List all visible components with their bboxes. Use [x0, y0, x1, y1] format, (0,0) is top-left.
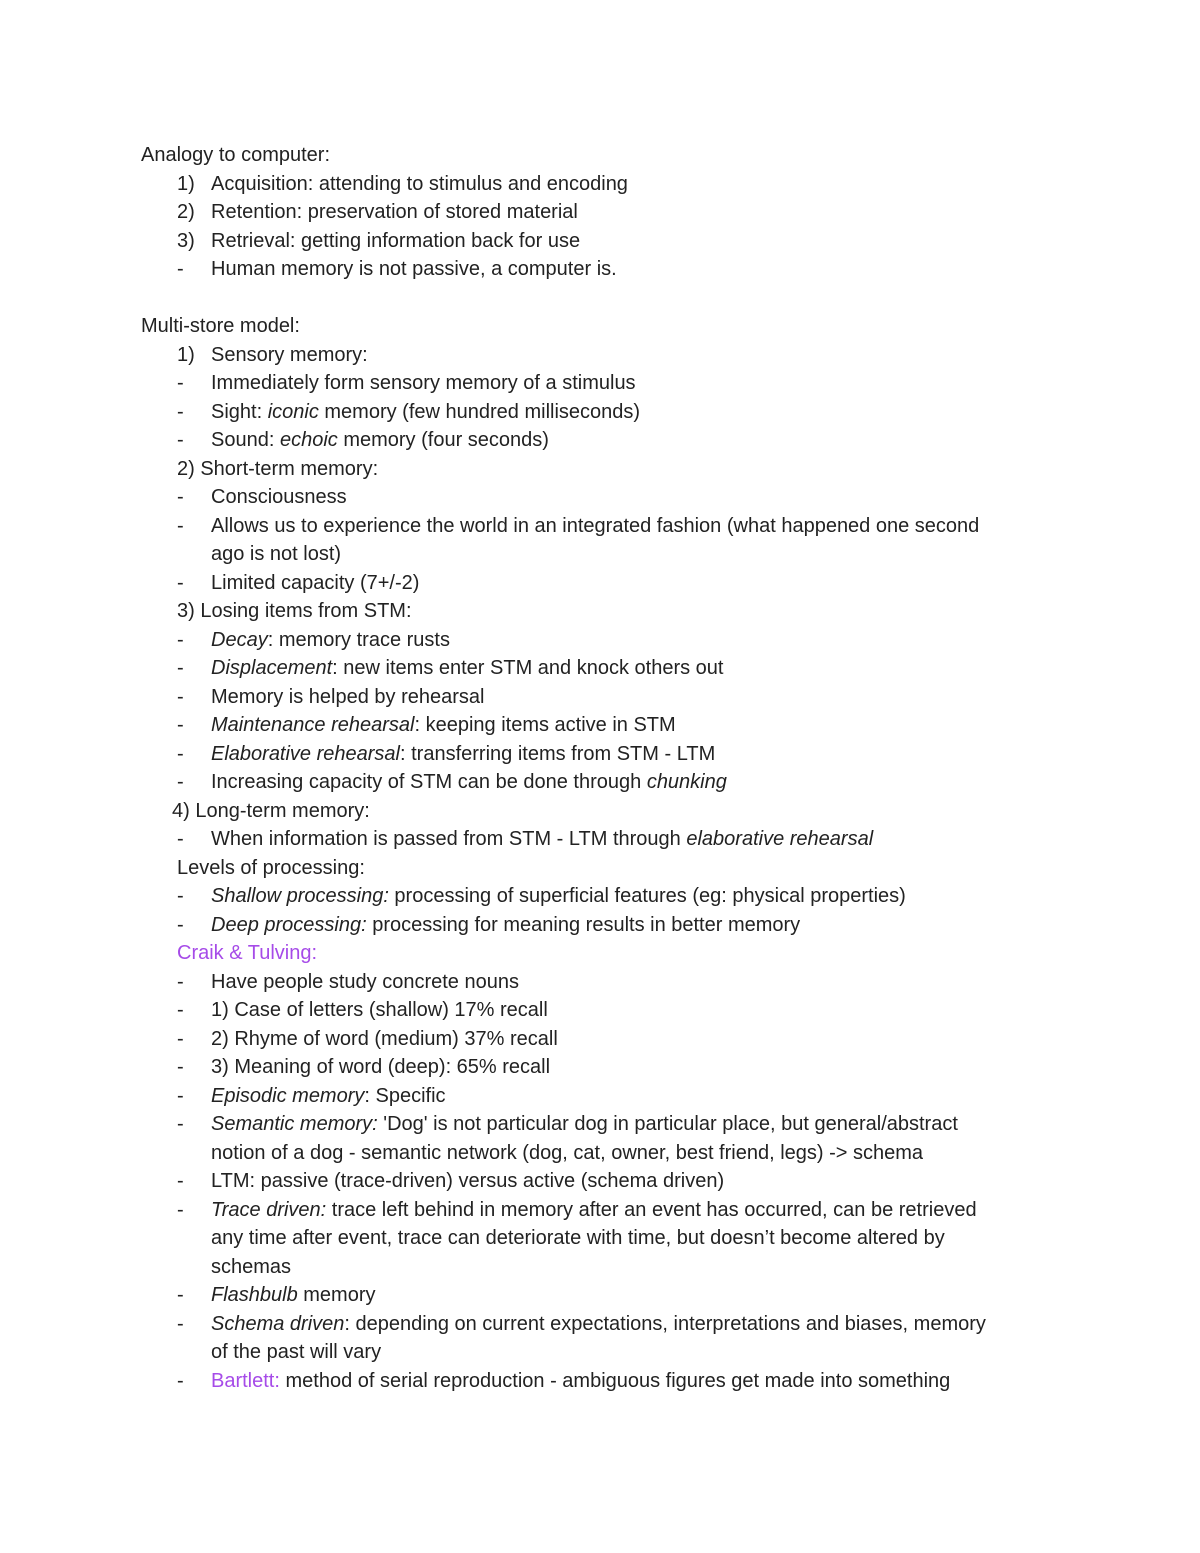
line-text	[211, 911, 800, 940]
text-line	[0, 1224, 1200, 1253]
bullet-dash: -	[177, 1027, 184, 1050]
line-text	[211, 255, 617, 284]
text-line	[0, 483, 1200, 512]
list-number: 1)	[177, 172, 195, 195]
line-text	[211, 227, 580, 256]
bullet-dash: -	[177, 771, 184, 793]
text-line	[0, 626, 1200, 655]
text-segment: Multi-store model:	[141, 315, 300, 337]
line-text	[211, 1110, 958, 1139]
text-segment: 3) Losing items from STM:	[177, 600, 412, 622]
italic-term: Maintenance rehearsal	[211, 714, 415, 736]
text-line	[0, 398, 1200, 427]
text-line	[0, 768, 1200, 797]
line-text	[211, 1139, 923, 1168]
text-segment: ago is not lost)	[211, 543, 342, 565]
line-text	[211, 341, 368, 370]
line-text	[177, 939, 317, 968]
text-line	[0, 227, 1200, 256]
list-number: 2)	[177, 201, 195, 223]
bullet-dash: -	[177, 685, 184, 708]
bullet-dash: -	[177, 828, 184, 850]
text-line	[0, 1053, 1200, 1082]
text-line	[0, 1167, 1200, 1196]
bullet-dash: -	[177, 714, 184, 736]
text-segment: memory	[297, 1284, 376, 1306]
line-text	[211, 882, 906, 911]
text-segment: 4) Long-term memory:	[172, 799, 370, 822]
line-text	[211, 768, 727, 797]
line-text	[211, 540, 341, 569]
text-line	[0, 797, 1200, 826]
text-segment: schemas	[211, 1255, 292, 1278]
text-segment: Sight:	[211, 400, 268, 423]
text-line	[0, 1281, 1200, 1310]
line-text	[211, 569, 419, 598]
italic-term: Displacement	[211, 657, 333, 679]
text-segment: Analogy to computer:	[141, 144, 330, 166]
text-segment: : keeping items active in STM	[414, 714, 676, 736]
bullet-dash: -	[177, 1369, 184, 1392]
text-line	[0, 1082, 1200, 1111]
line-text	[177, 854, 365, 883]
text-line	[0, 1338, 1200, 1367]
text-line	[0, 1253, 1200, 1282]
text-segment: memory (four seconds)	[337, 429, 549, 451]
text-line	[0, 968, 1200, 997]
bullet-dash: -	[177, 258, 184, 280]
line-text	[211, 1082, 446, 1111]
bullet-dash: -	[177, 999, 184, 1021]
text-line	[0, 540, 1200, 569]
text-segment: 3) Meaning of word (deep): 65% recall	[211, 1056, 551, 1078]
text-segment: Human memory is not passive, a computer is.	[211, 258, 617, 280]
list-number: 3)	[177, 229, 195, 252]
text-segment: processing for meaning results in better memory	[366, 913, 801, 936]
blank-line	[0, 284, 1200, 313]
text-segment: Levels of processing:	[177, 856, 365, 879]
text-line	[0, 312, 1200, 341]
italic-term: Schema driven	[211, 1312, 345, 1335]
text-segment: When information is passed from STM - LTM through	[211, 828, 687, 850]
text-segment: LTM: passive (trace-driven) versus active (schema driven)	[211, 1170, 725, 1192]
bullet-dash: -	[177, 1284, 184, 1306]
text-line	[0, 455, 1200, 484]
text-segment: Memory is helped by rehearsal	[211, 685, 485, 708]
line-text	[211, 1253, 291, 1282]
line-text	[211, 654, 723, 683]
text-line	[0, 369, 1200, 398]
line-text	[211, 626, 450, 655]
text-segment: : depending on current expectations, interpretations and biases, memory	[344, 1312, 986, 1335]
line-text	[211, 1310, 986, 1339]
text-segment: : new items enter STM and knock others out	[332, 657, 724, 679]
text-segment: Have people study concrete nouns	[211, 970, 519, 993]
text-line	[0, 1025, 1200, 1054]
bullet-dash: -	[177, 742, 184, 765]
bullet-dash: -	[177, 657, 184, 679]
line-text	[141, 141, 330, 170]
line-text	[211, 1053, 550, 1082]
bullet-dash: -	[177, 372, 184, 394]
text-segment: Consciousness	[211, 486, 347, 508]
line-text	[211, 170, 628, 199]
text-line	[0, 569, 1200, 598]
bullet-dash: -	[177, 514, 184, 537]
bullet-dash: -	[177, 970, 184, 993]
text-line	[0, 854, 1200, 883]
italic-term: Trace driven:	[211, 1198, 327, 1221]
bullet-dash: -	[177, 628, 184, 651]
italic-term: Flashbulb	[211, 1284, 298, 1306]
text-line	[0, 939, 1200, 968]
text-segment: any time after event, trace can deteriorate with time, but doesn’t become altered by	[211, 1227, 945, 1249]
text-segment: Increasing capacity of STM can be done through	[211, 771, 647, 793]
line-text	[211, 1167, 724, 1196]
italic-term: Episodic memory	[211, 1084, 365, 1107]
text-segment: Immediately form sensory memory of a stimulus	[211, 372, 636, 394]
line-text	[211, 426, 549, 455]
text-segment: of the past will vary	[211, 1341, 382, 1363]
text-segment: method of serial reproduction - ambiguous figures get made into something	[279, 1369, 951, 1392]
document-body	[0, 141, 1200, 1395]
text-segment: : Specific	[364, 1084, 446, 1107]
line-text	[211, 512, 979, 541]
italic-term: iconic	[267, 400, 319, 423]
text-line	[0, 711, 1200, 740]
text-line	[0, 1139, 1200, 1168]
line-text	[211, 1025, 558, 1054]
italic-term: Elaborative rehearsal	[211, 742, 400, 765]
highlighted-term: Bartlett:	[211, 1369, 280, 1392]
text-line	[0, 1310, 1200, 1339]
bullet-dash: -	[177, 885, 184, 907]
line-text	[211, 1338, 381, 1367]
line-text	[211, 1196, 977, 1225]
text-line	[0, 825, 1200, 854]
bullet-dash: -	[177, 1312, 184, 1335]
line-text	[211, 1224, 945, 1253]
text-segment: processing of superficial features (eg: physical properties)	[388, 885, 906, 907]
italic-term: Deep processing:	[211, 913, 367, 936]
text-line	[0, 170, 1200, 199]
text-segment: : transferring items from STM - LTM	[400, 742, 716, 765]
bullet-dash: -	[177, 1113, 184, 1135]
text-segment: 'Dog' is not particular dog in particular place, but general/abstract	[377, 1113, 958, 1135]
line-text	[211, 825, 873, 854]
text-segment: Retrieval: getting information back for use	[211, 229, 581, 252]
line-text	[177, 455, 378, 484]
text-segment: : memory trace rusts	[267, 628, 450, 651]
text-segment: 2) Short-term memory:	[177, 457, 379, 480]
text-segment: Sensory memory:	[211, 343, 368, 366]
bullet-dash: -	[177, 486, 184, 508]
bullet-dash: -	[177, 571, 184, 594]
text-line	[0, 341, 1200, 370]
text-line	[0, 512, 1200, 541]
text-line	[0, 141, 1200, 170]
text-line	[0, 740, 1200, 769]
bullet-dash: -	[177, 1084, 184, 1107]
line-text	[211, 483, 347, 512]
text-segment: Allows us to experience the world in an integrated fashion (what happened one second	[211, 514, 980, 537]
text-segment: memory (few hundred milliseconds)	[318, 400, 641, 423]
bullet-dash: -	[177, 1170, 184, 1192]
text-line	[0, 882, 1200, 911]
text-segment: notion of a dog - semantic network (dog, cat, owner, best friend, legs) -> schema	[211, 1141, 924, 1164]
italic-term: Semantic memory:	[211, 1113, 378, 1135]
text-segment: Acquisition: attending to stimulus and encoding	[211, 172, 628, 195]
text-segment: Retention: preservation of stored material	[211, 201, 578, 223]
italic-term: echoic	[279, 429, 338, 451]
line-text	[211, 398, 640, 427]
text-line	[0, 255, 1200, 284]
line-text	[177, 597, 412, 626]
italic-term: chunking	[646, 771, 727, 793]
line-text	[211, 1367, 950, 1396]
text-segment: 2) Rhyme of word (medium) 37% recall	[211, 1027, 558, 1050]
bullet-dash: -	[177, 429, 184, 451]
highlighted-term: Craik & Tulving:	[177, 942, 318, 964]
list-number: 1)	[177, 343, 195, 366]
bullet-dash: -	[177, 400, 184, 423]
line-text	[211, 996, 548, 1025]
text-segment: trace left behind in memory after an event has occurred, can be retrieved	[326, 1198, 977, 1221]
text-line	[0, 597, 1200, 626]
italic-term: elaborative rehearsal	[686, 828, 874, 850]
text-segment: Limited capacity (7+/-2)	[211, 571, 420, 594]
text-line	[0, 1196, 1200, 1225]
line-text	[211, 683, 484, 712]
line-text	[211, 369, 636, 398]
line-text	[211, 740, 715, 769]
line-text	[211, 1281, 376, 1310]
line-text	[211, 198, 578, 227]
text-line	[0, 654, 1200, 683]
text-segment: Sound:	[211, 429, 280, 451]
italic-term: Decay	[211, 628, 268, 651]
text-line	[0, 1110, 1200, 1139]
bullet-dash: -	[177, 913, 184, 936]
line-text	[211, 968, 519, 997]
bullet-dash: -	[177, 1198, 184, 1221]
italic-term: Shallow processing:	[211, 885, 389, 907]
text-line	[0, 1367, 1200, 1396]
line-text	[172, 797, 370, 826]
text-line	[0, 426, 1200, 455]
text-line	[0, 911, 1200, 940]
text-segment: 1) Case of letters (shallow) 17% recall	[211, 999, 548, 1021]
text-line	[0, 683, 1200, 712]
line-text	[211, 711, 676, 740]
text-line	[0, 996, 1200, 1025]
text-line	[0, 198, 1200, 227]
line-text	[141, 312, 300, 341]
bullet-dash: -	[177, 1056, 184, 1078]
